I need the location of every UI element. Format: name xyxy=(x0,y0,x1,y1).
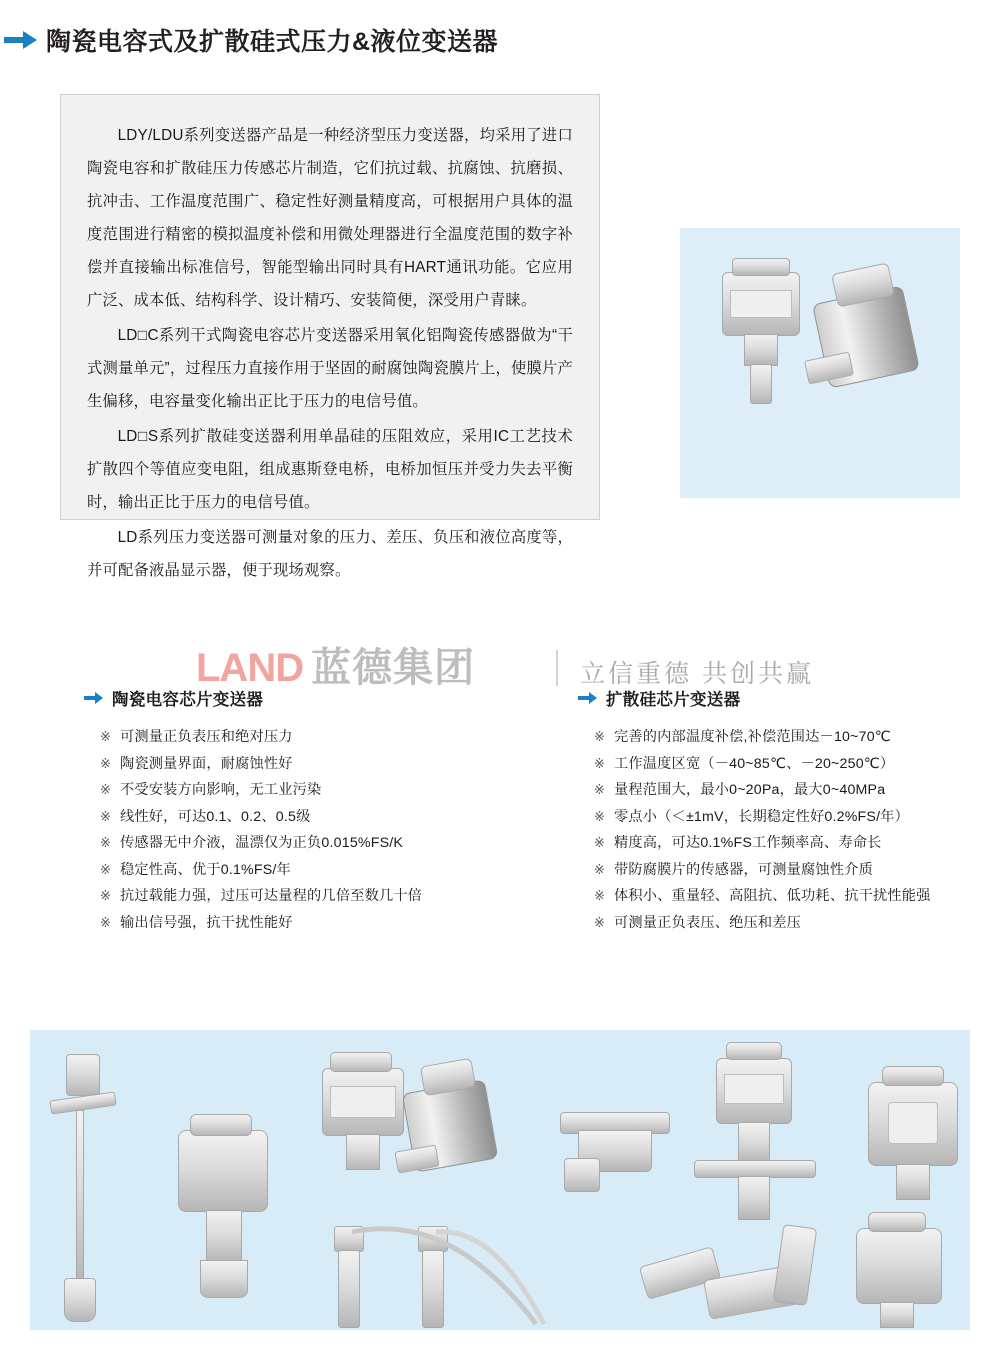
list-item-label: 零点小（＜±1mV，长期稳定性好0.2%FS/年） xyxy=(614,808,909,825)
bullet-mark: ※ xyxy=(594,914,606,930)
right-housing-cap xyxy=(882,1066,944,1086)
list-item-label: 量程范围大，最小0~20Pa，最大0~40MPa xyxy=(614,782,886,798)
intro-text-box xyxy=(60,94,600,579)
feature-column-ceramic xyxy=(84,686,524,936)
list-item-label: 精度高，可达0.1%FS工作频率高、寿命长 xyxy=(614,835,882,851)
level-probe-float xyxy=(64,1278,96,1322)
list-item-label: 稳定性高、优于0.1%FS/年 xyxy=(120,861,291,878)
bottom-right-housing-stem xyxy=(880,1302,914,1328)
transmitter-left-stem xyxy=(750,364,772,404)
list-item-label: 陶瓷测量界面，耐腐蚀性好 xyxy=(120,755,293,772)
brand-logo-text: LAND xyxy=(196,646,304,690)
bullet-mark: ※ xyxy=(594,755,606,771)
bullet-mark: ※ xyxy=(100,755,112,771)
transmitter-left-label xyxy=(730,290,792,318)
list-item xyxy=(594,724,998,751)
list-item-label: 带防腐膜片的传感器，可测量腐蚀性介质 xyxy=(614,861,873,878)
bullet-mark: ※ xyxy=(594,782,606,797)
list-item-label: 输出信号强，抗干扰性能好 xyxy=(120,914,293,931)
transmitter-housing-cap xyxy=(190,1114,252,1136)
flange-transmitter-label xyxy=(724,1074,784,1104)
list-item-label: 线性好，可达0.1、0.2、0.5级 xyxy=(120,808,311,825)
level-probe-head xyxy=(66,1054,100,1096)
list-item xyxy=(100,751,524,778)
bullet-mark: ※ xyxy=(100,808,112,824)
list-item xyxy=(100,857,524,884)
cable-sensor-cables xyxy=(330,1220,560,1330)
list-item-label: 不受安装方向影响，无工业污染 xyxy=(120,782,322,798)
flange-transmitter-neck xyxy=(738,1122,770,1164)
feature-column-silicon-title: 扩散硅芯片变送器 xyxy=(606,691,741,709)
transmitter-pair-left-label xyxy=(330,1086,396,1118)
bullet-mark: ※ xyxy=(100,729,112,744)
transmitter-housing-neck xyxy=(206,1210,242,1264)
list-item-label: 抗过载能力强，过压可达量程的几倍至数几十倍 xyxy=(120,888,423,904)
list-item xyxy=(100,883,524,910)
intro-paragraph-3: LD□S系列扩散硅变送器利用单晶硅的压阻效应，采用IC工艺技术扩散四个等值应变电阻，组成惠斯登电桥，电桥加恒压并受力失去平衡时，输出正比于压力的电信号值。 xyxy=(87,428,573,511)
list-item xyxy=(594,830,998,857)
list-item xyxy=(100,804,524,831)
bullet-mark: ※ xyxy=(100,861,112,877)
list-item xyxy=(594,883,998,910)
bullet-mark: ※ xyxy=(594,835,606,850)
brand-logo-cn: 蓝德集团 xyxy=(311,646,476,690)
flange-transmitter-stem xyxy=(738,1176,770,1220)
transmitter-pair-left-stem xyxy=(346,1134,380,1170)
list-item xyxy=(594,751,998,778)
list-item-label: 传感器无中介液，温漂仅为正负0.015%FS/K xyxy=(120,835,404,851)
bullet-mark: ※ xyxy=(594,888,606,903)
level-probe-rod xyxy=(76,1110,84,1282)
list-item xyxy=(594,777,998,804)
arrow-right-icon xyxy=(578,690,598,706)
bullet-mark: ※ xyxy=(100,914,112,930)
product-photo-two-transmitters xyxy=(680,228,960,498)
list-item-label: 工作温度区宽（－40~85℃、－20~250℃） xyxy=(614,755,895,772)
bullet-mark: ※ xyxy=(100,782,112,797)
cylindrical-sensor-3 xyxy=(773,1224,818,1306)
intro-paragraph-1: LDY/LDU系列变送器产品是一种经济型压力变送器，均采用了进口陶瓷电容和扩散硅压力传感芯片制造，它们抗过载、抗腐蚀、抗磨损、抗冲击、工作温度范围广、稳定性好测量精度高，可根据用户具体的温度范围进行精密的模拟温度补偿和用微处理器进行全温度范围的数字补偿并直接输出标准信号，智能型输出同时具有HART通讯功能。它应用广泛、成本低、结构科学、设计精巧、安装简便，深受用户青睐。 xyxy=(87,127,573,309)
flange-sensor-port xyxy=(564,1158,600,1192)
list-item xyxy=(100,910,524,937)
intro-paragraph-2: LD□C系列干式陶瓷电容芯片变送器采用氧化铝陶瓷传感器做为“干式测量单元”，过程压力直接作用于坚固的耐腐蚀陶瓷膜片上，使膜片产生偏移，电容量变化输出正比于压力的电信号值。 xyxy=(87,327,573,410)
list-item xyxy=(100,724,524,751)
list-item xyxy=(100,830,524,857)
feature-list-ceramic xyxy=(84,724,524,936)
feature-column-silicon xyxy=(578,686,998,936)
transmitter-pair-left-cap xyxy=(330,1052,392,1072)
feature-list-silicon xyxy=(578,724,998,936)
transmitter-left-neck xyxy=(744,334,778,366)
bullet-mark: ※ xyxy=(594,861,606,877)
list-item-label: 体积小、重量轻、高阻抗、低功耗、抗干扰性能强 xyxy=(614,888,931,904)
feature-column-ceramic-title: 陶瓷电容芯片变送器 xyxy=(112,691,264,709)
transmitter-left-cap xyxy=(732,258,790,276)
bullet-mark: ※ xyxy=(100,888,112,903)
brand-logo xyxy=(196,648,475,688)
page-title: 陶瓷电容式及扩散硅式压力&液位变送器 xyxy=(46,28,499,56)
bottom-right-housing-cap xyxy=(868,1212,926,1232)
list-item xyxy=(594,804,998,831)
product-family-photo xyxy=(30,1030,970,1330)
intro-paragraph-4: LD系列压力变送器可测量对象的压力、差压、负压和液位高度等，并可配备液晶显示器，便于现场观察。 xyxy=(87,529,573,579)
list-item-label: 可测量正负表压、绝压和差压 xyxy=(614,914,802,931)
bullet-mark: ※ xyxy=(100,835,112,850)
list-item xyxy=(100,777,524,804)
transmitter-housing-body xyxy=(178,1130,268,1212)
feature-column-ceramic-header xyxy=(84,686,524,710)
list-item-label: 完善的内部温度补偿,补偿范围达－10~70℃ xyxy=(614,729,891,745)
brand-divider xyxy=(556,650,558,686)
bullet-mark: ※ xyxy=(594,808,606,824)
bullet-mark: ※ xyxy=(594,729,606,744)
right-housing-stem xyxy=(896,1164,930,1200)
brand-slogan: 立信重德 共创共赢 xyxy=(580,660,814,688)
arrow-right-icon xyxy=(84,690,104,706)
list-item-label: 可测量正负表压和绝对压力 xyxy=(120,729,293,745)
flange-transmitter-cap xyxy=(726,1042,782,1060)
list-item xyxy=(594,910,998,937)
feature-column-silicon-header xyxy=(578,686,998,710)
transmitter-housing-process-connection xyxy=(200,1260,248,1298)
arrow-right-icon xyxy=(4,27,38,53)
bottom-right-housing-body xyxy=(856,1228,942,1304)
page-header xyxy=(0,18,1000,62)
right-housing-window xyxy=(888,1102,938,1144)
list-item xyxy=(594,857,998,884)
